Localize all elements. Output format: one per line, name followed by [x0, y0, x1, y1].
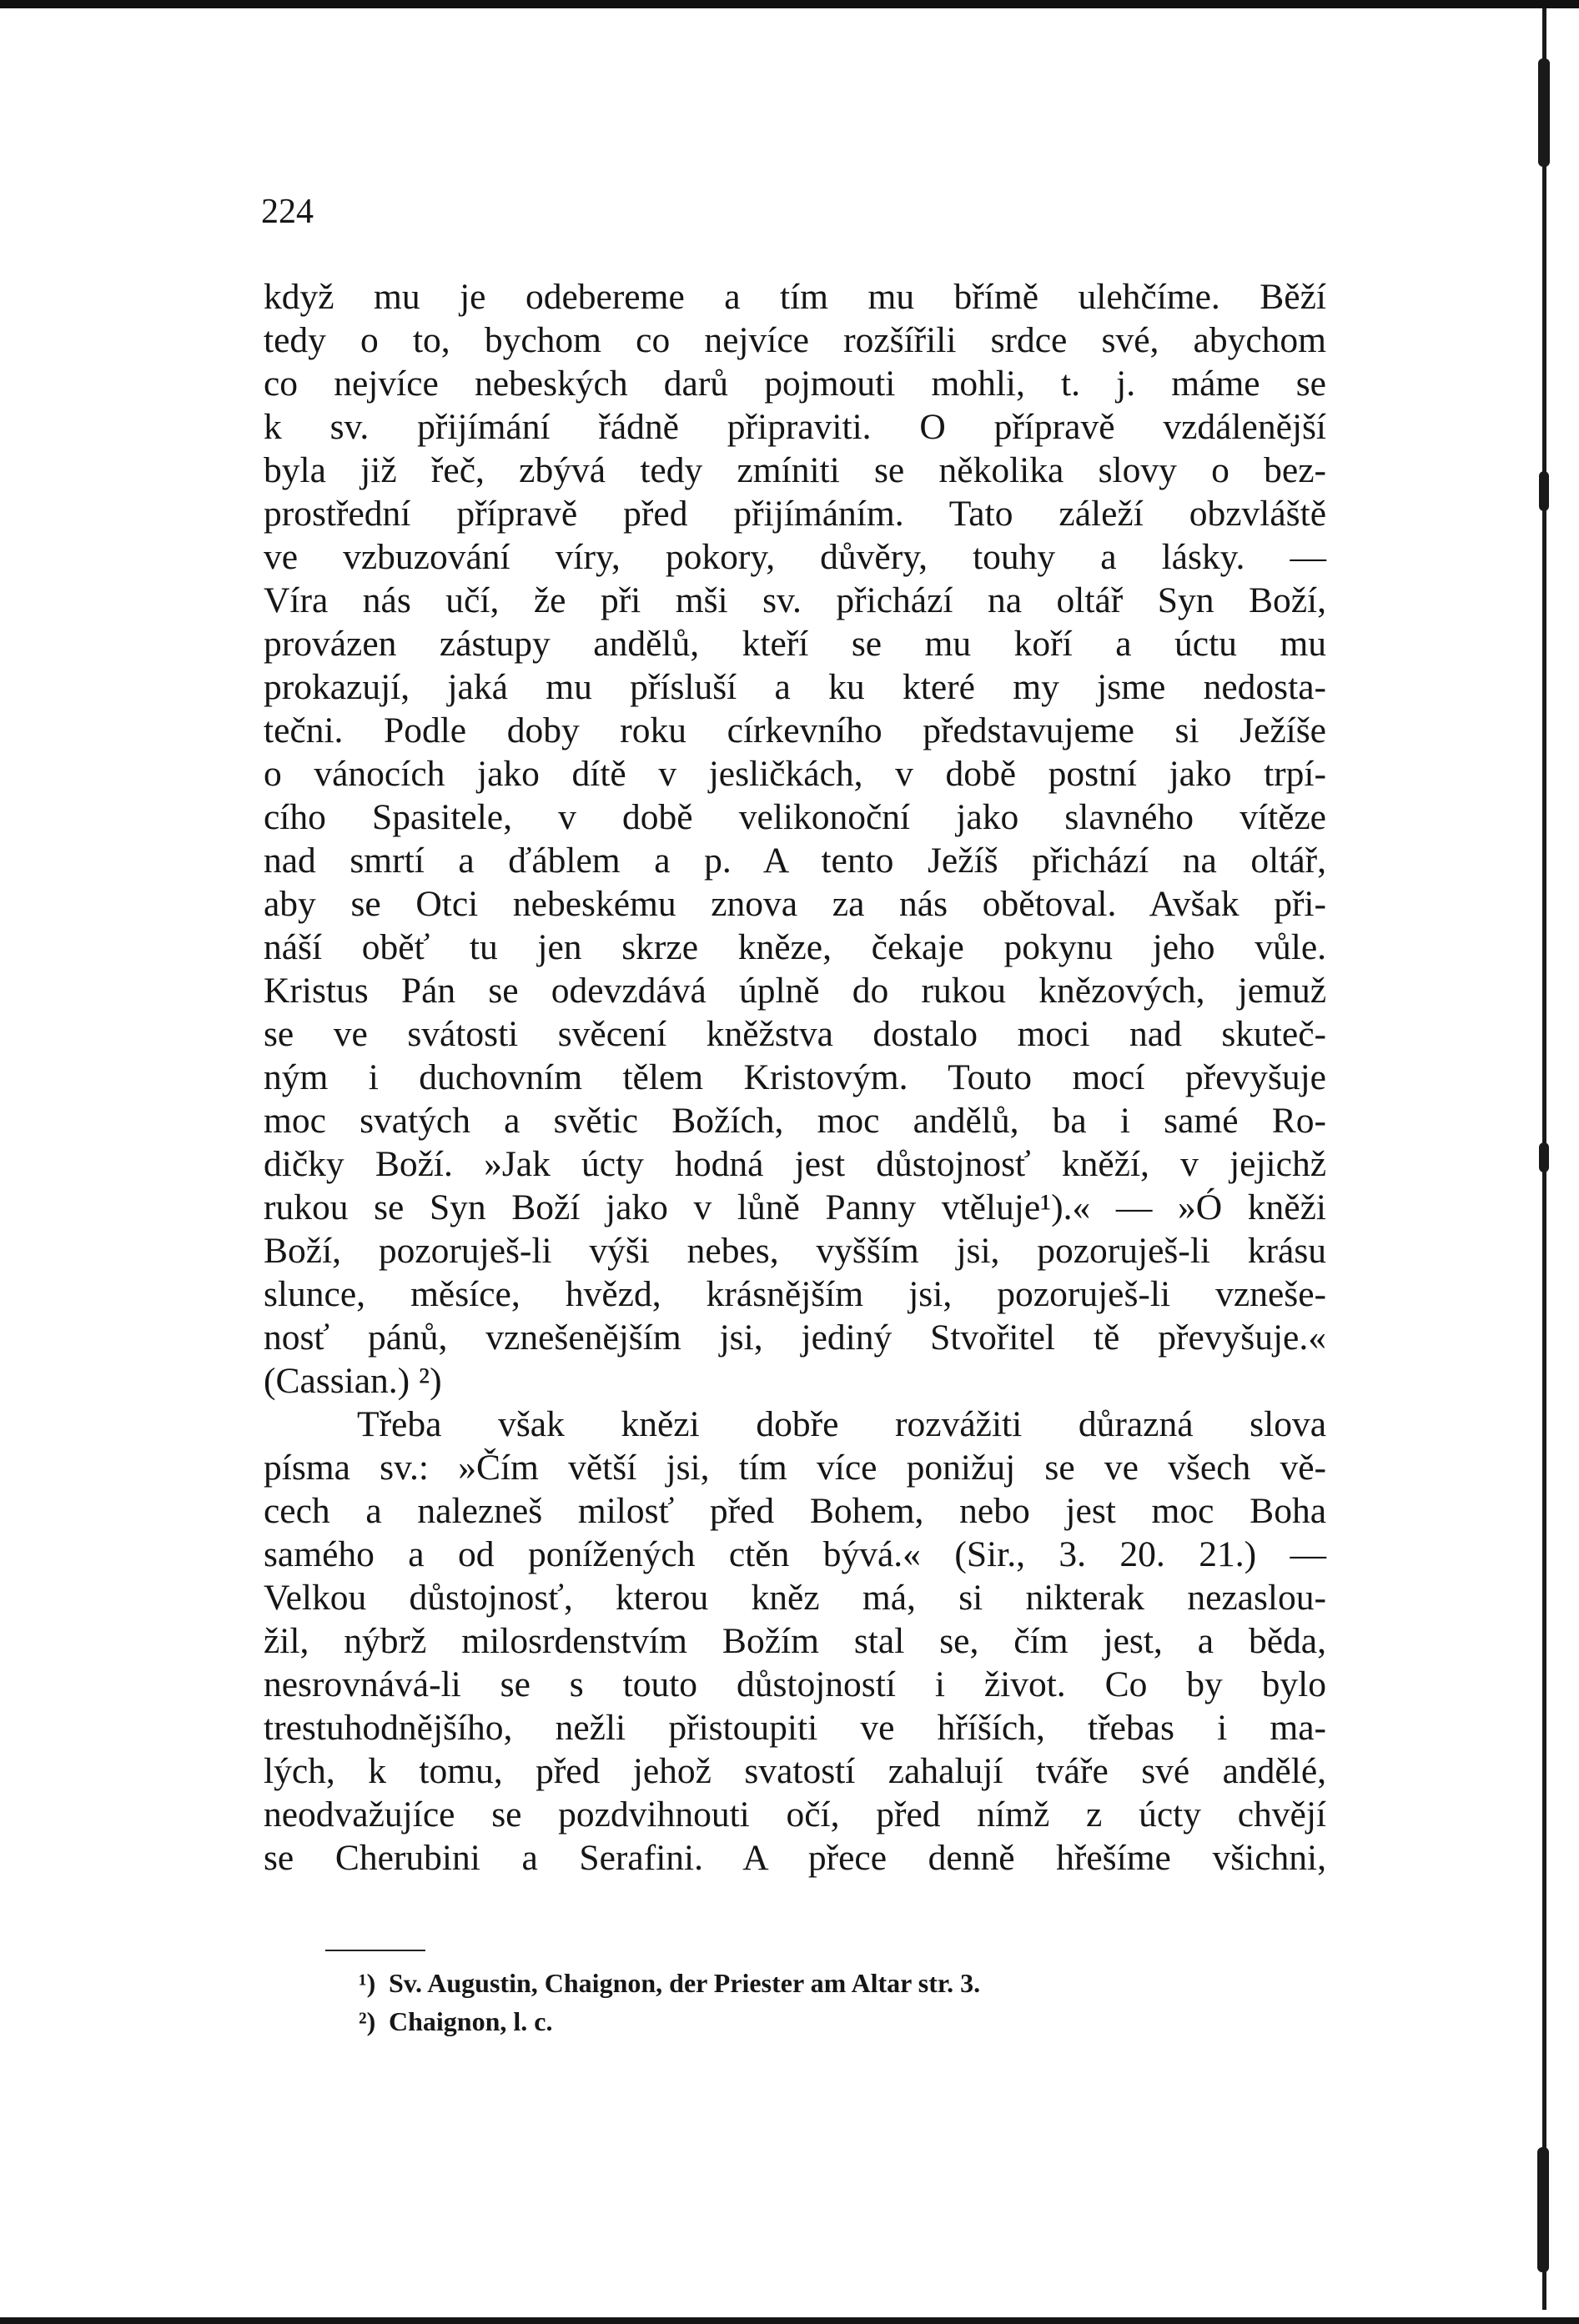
text-line: cího Spasitele, v době velikonoční jako slavného vítěze [264, 797, 1326, 837]
text-line: když mu je odebereme a tím mu břímě ulehčíme. Běží [264, 277, 1326, 317]
text-line: náší oběť tu jen skrze kněze, čekaje pokynu jeho vůle. [264, 927, 1326, 967]
text-line: Boží, pozoruješ-li výši nebes, vyšším jsi, pozoruješ-li krásu [264, 1231, 1326, 1271]
text-line: Velkou důstojnosť, kterou kněz má, si nikterak nezaslou- [264, 1578, 1326, 1618]
text-line: neodvažujíce se pozdvihnouti očí, před nímž z úcty chvějí [264, 1794, 1326, 1835]
text-line: co nejvíce nebeských darů pojmouti mohli, t. j. máme se [264, 364, 1326, 404]
text-line: moc svatých a světic Božích, moc andělů, ba i samé Ro- [264, 1101, 1326, 1141]
footnote-text: Chaignon, l. c. [389, 2006, 553, 2036]
text-line: nesrovnává-li se s touto důstojností i život. Co by bylo [264, 1664, 1326, 1704]
text-line: lých, k tomu, před jehož svatostí zahalují tváře své andělé, [264, 1751, 1326, 1791]
scan-edge-mark [1537, 2147, 1549, 2272]
text-line: nosť pánů, vznešenějším jsi, jediný Stvořitel tě převyšuje.« [264, 1318, 1326, 1358]
text-line: žil, nýbrž milosrdenstvím Božím stal se, čím jest, a běda, [264, 1621, 1326, 1661]
page-number: 224 [261, 193, 314, 231]
text-line: Třeba však knězi dobře rozvážiti důrazná slova [357, 1404, 1326, 1444]
text-line: byla již řeč, zbývá tedy zmíniti se několika slovy o bez- [264, 450, 1326, 490]
footnote-rule [325, 1950, 425, 1951]
text-line: prostřední přípravě před přijímáním. Tato záleží obzvláště [264, 494, 1326, 534]
body-text [264, 275, 1326, 1880]
text-line: cech a nalezneš milosť před Bohem, nebo jest moc Boha [264, 1491, 1326, 1531]
text-line: se Cherubini a Serafini. A přece denně hřešíme všichni, [264, 1838, 1326, 1878]
footnote-marker: ¹) [359, 1968, 376, 1998]
text-line: samého a od ponížených ctěn bývá.« (Sir., 3. 20. 21.) — [264, 1534, 1326, 1574]
scan-edge-mark [1539, 1142, 1549, 1172]
text-line: nad smrtí a ďáblem a p. A tento Ježíš přichází na oltář, [264, 841, 1326, 881]
text-line: o vánocích jako dítě v jesličkách, v době postní jako trpí- [264, 754, 1326, 794]
text-line: Víra nás učí, že při mši sv. přichází na oltář Syn Boží, [264, 580, 1326, 620]
text-line: (Cassian.) ²) [264, 1361, 442, 1401]
text-line: rukou se Syn Boží jako v lůně Panny vtěluje¹).« — »Ó kněži [264, 1187, 1326, 1227]
footnote-marker: ²) [359, 2006, 376, 2036]
scan-bottom-border [0, 2317, 1579, 2324]
text-line: provázen zástupy andělů, kteří se mu koří a úctu mu [264, 624, 1326, 664]
text-line: k sv. přijímání řádně připraviti. O přípravě vzdálenější [264, 407, 1326, 447]
text-line: písma sv.: »Čím větší jsi, tím více ponižuj se ve všech vě- [264, 1448, 1326, 1488]
text-line: slunce, měsíce, hvězd, krásnějším jsi, pozoruješ-li vzneše- [264, 1274, 1326, 1314]
footnote-1 [359, 1964, 980, 2002]
text-line: ným i duchovním tělem Kristovým. Touto mocí převyšuje [264, 1057, 1326, 1097]
text-line: Kristus Pán se odevzdává úplně do rukou knězových, jemuž [264, 971, 1326, 1011]
text-line: dičky Boží. »Jak úcty hodná jest důstojnosť kněží, v jejichž [264, 1144, 1326, 1184]
text-line: se ve svátosti svěcení kněžstva dostalo moci nad skuteč- [264, 1014, 1326, 1054]
footnote-text: Sv. Augustin, Chaignon, der Priester am Altar str. 3. [389, 1968, 981, 1998]
scan-edge-mark [1539, 471, 1549, 511]
text-line: ve vzbuzování víry, pokory, důvěry, touhy a lásky. — [264, 537, 1326, 577]
text-line: prokazují, jaká mu přísluší a ku které my jsme nedosta- [264, 667, 1326, 707]
text-line: aby se Otci nebeskému znova za nás obětoval. Avšak při- [264, 884, 1326, 924]
scan-top-border [0, 0, 1579, 8]
footnotes [359, 1964, 980, 2040]
text-line: tedy o to, bychom co nejvíce rozšířili srdce své, abychom [264, 320, 1326, 360]
footnote-2 [359, 2002, 980, 2040]
scan-edge-mark [1538, 58, 1550, 167]
text-line: trestuhodnějšího, nežli přistoupiti ve hříších, třebas i ma- [264, 1708, 1326, 1748]
text-line: tečni. Podle doby roku církevního představujeme si Ježíše [264, 710, 1326, 750]
